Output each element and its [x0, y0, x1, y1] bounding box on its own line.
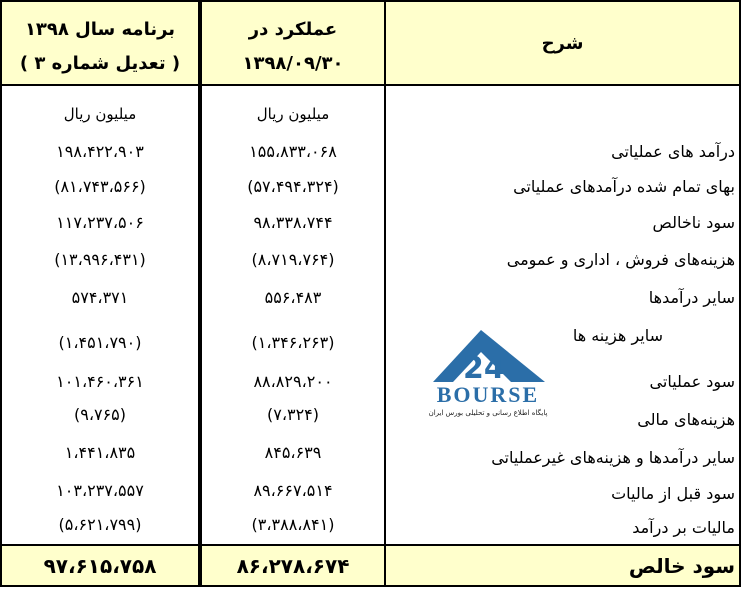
row-actual-value: ۵۵۶،۴۸۳	[264, 288, 322, 307]
total-label: سود خالص	[628, 554, 735, 578]
actual-header-date: ۱۳۹۸/۰۹/۳۰	[242, 53, 344, 74]
row-label: هزینه‌های مالی	[637, 410, 735, 429]
row-label: هزینه‌های فروش ، اداری و عمومی	[506, 250, 735, 269]
row-actual-value: ۸۴۵،۶۳۹	[264, 443, 322, 462]
24-bourse-logo-icon	[415, 322, 561, 422]
bourse-logo	[415, 322, 561, 422]
row-actual-value: (۳،۳۸۸،۸۴۱)	[251, 515, 335, 534]
logo-name: BOURSE	[436, 382, 540, 407]
row-plan-value: ۱،۴۴۱،۸۳۵	[64, 443, 136, 462]
row-plan-value: ۱۰۱،۴۶۰،۳۶۱	[56, 372, 144, 391]
column-divider	[384, 0, 386, 587]
footer-divider	[0, 544, 741, 546]
row-actual-value: (۷،۳۲۴)	[266, 405, 320, 424]
row-plan-value: (۵،۶۲۱،۷۹۹)	[58, 515, 142, 534]
row-actual-value: ۱۵۵،۸۳۳،۰۶۸	[249, 142, 337, 161]
plan-unit-label: میلیون ریال	[63, 105, 137, 123]
row-label: سایر درآمدها	[648, 288, 735, 307]
row-actual-value: ۸۸،۸۲۹،۲۰۰	[253, 372, 333, 391]
row-actual-value: ۹۸،۳۳۸،۷۴۴	[253, 213, 333, 232]
actual-header-title: عملکرد در	[248, 19, 338, 40]
description-header: شرح	[541, 33, 584, 54]
row-label: سایر درآمدها و هزینه‌های غیرعملیاتی	[491, 448, 735, 467]
row-plan-value: (۱۳،۹۹۶،۴۳۱)	[54, 250, 146, 269]
row-actual-value: ۸۹،۶۶۷،۵۱۴	[253, 481, 333, 500]
row-label: مالیات بر درآمد	[632, 518, 735, 537]
row-plan-value: (۸۱،۷۴۳،۵۶۶)	[54, 177, 146, 196]
row-plan-value: ۱۰۳،۲۳۷،۵۵۷	[56, 481, 144, 500]
row-plan-value: (۹،۷۶۵)	[73, 405, 127, 424]
row-plan-value: ۱۹۸،۴۲۲،۹۰۳	[56, 142, 144, 161]
row-label: سود عملیاتی	[649, 372, 735, 391]
plan-header-title: برنامه سال ۱۳۹۸	[24, 19, 176, 40]
row-actual-value: (۸،۷۱۹،۷۶۴)	[251, 250, 335, 269]
total-plan-value: ۹۷،۶۱۵،۷۵۸	[43, 554, 157, 578]
row-label: بهای تمام شده درآمدهای عملیاتی	[513, 177, 735, 196]
row-plan-value: (۱،۴۵۱،۷۹۰)	[58, 333, 142, 352]
svg-text:24: 24	[463, 351, 505, 386]
row-actual-value: (۱،۳۴۶،۲۶۳)	[251, 333, 335, 352]
row-label: سایر هزینه ها	[572, 326, 663, 345]
logo-caption: پایگاه اطلاع رسانی و تحلیلی بورس ایران	[428, 409, 548, 417]
header-divider	[0, 84, 741, 86]
row-plan-value: ۱۱۷،۲۳۷،۵۰۶	[56, 213, 144, 232]
row-actual-value: (۵۷،۴۹۴،۳۲۴)	[247, 177, 339, 196]
row-plan-value: ۵۷۴،۳۷۱	[71, 288, 129, 307]
row-label: سود ناخالص	[652, 213, 735, 232]
actual-unit-label: میلیون ریال	[256, 105, 330, 123]
total-actual-value: ۸۶،۲۷۸،۶۷۴	[236, 554, 350, 578]
plan-header-subtitle: ( تعدیل شماره ۳ )	[19, 53, 181, 74]
row-label: درآمد های عملیاتی	[611, 142, 735, 161]
row-label: سود قبل از مالیات	[611, 484, 735, 503]
